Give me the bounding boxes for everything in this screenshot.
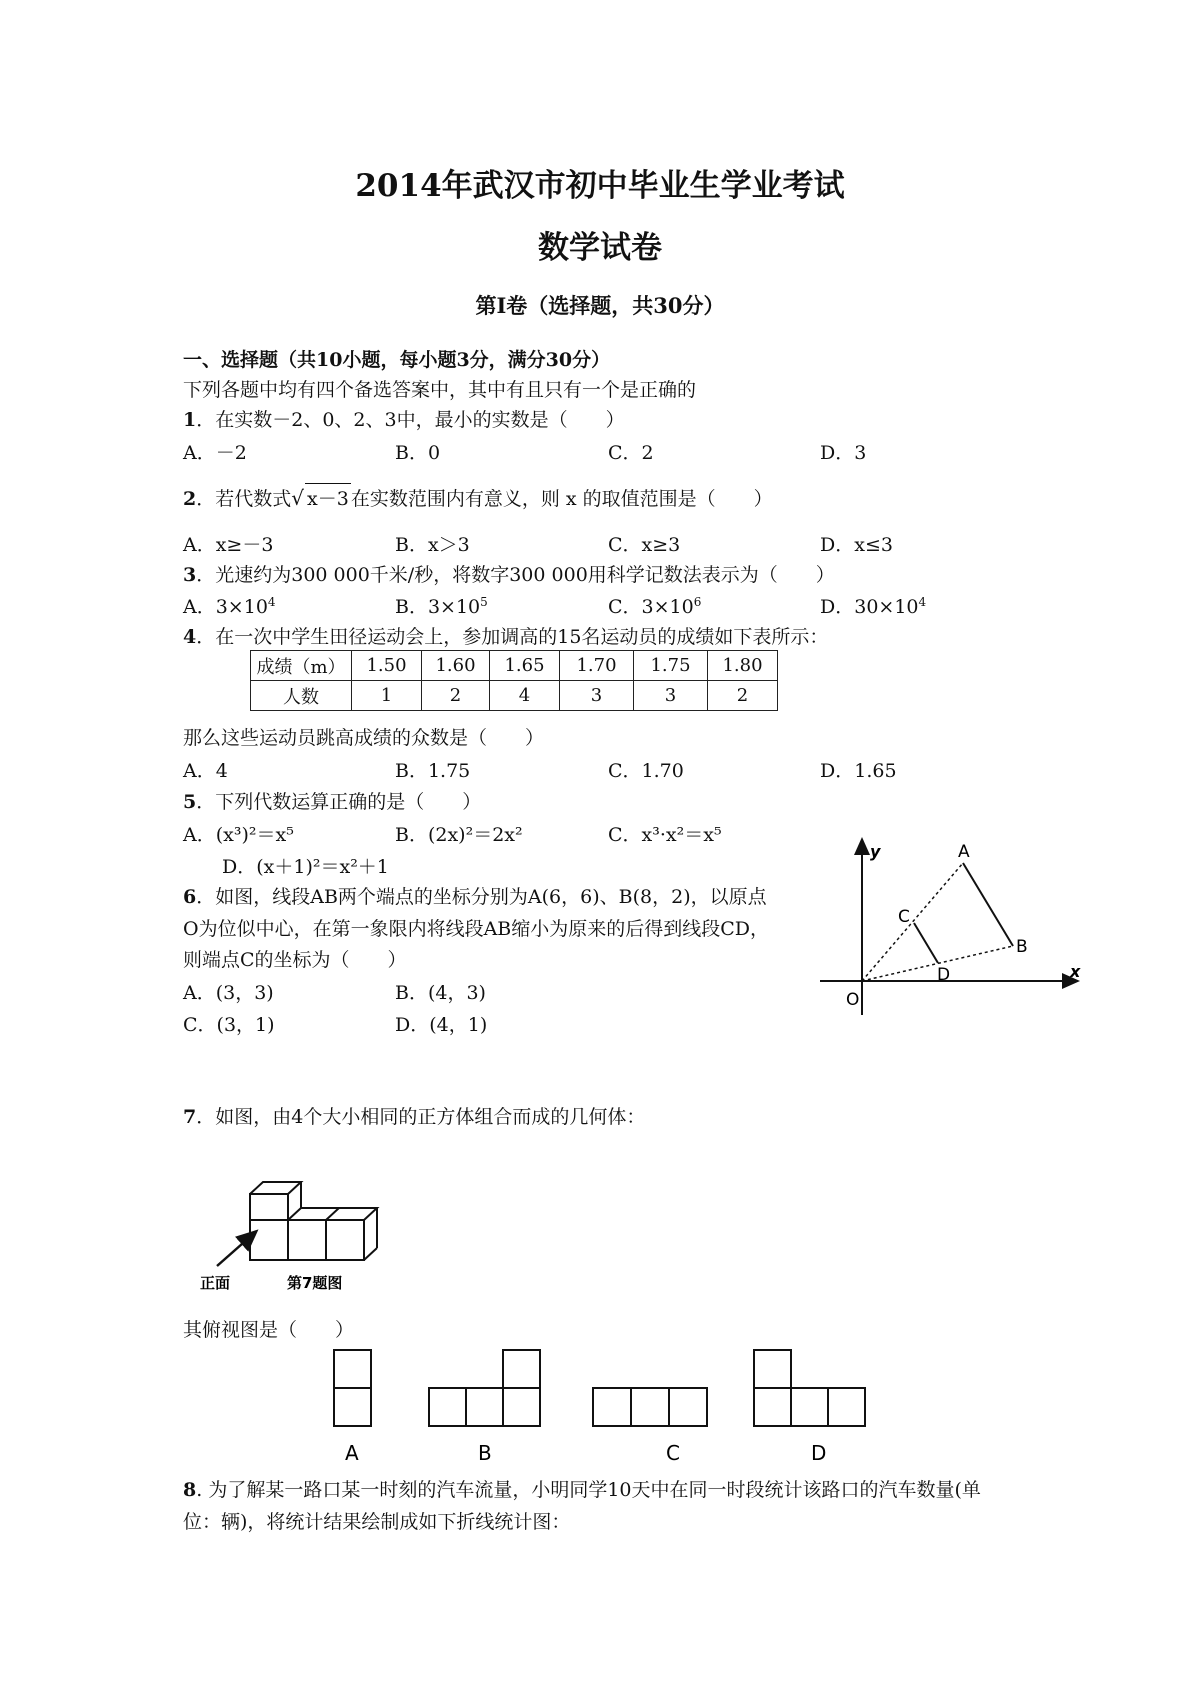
square-cell bbox=[828, 1388, 865, 1426]
q3-option-a: A．$3\times 10^4$ bbox=[183, 595, 276, 618]
question-number: 2 bbox=[183, 488, 197, 510]
y-axis-label: y bbox=[870, 842, 881, 861]
question-text: ．下列代数运算正确的是（ ） bbox=[196, 791, 482, 813]
q6-line-2: O为位似中心，在第一象限内将线段AB缩小为原来的后得到线段CD， bbox=[183, 918, 770, 940]
choice-label-c: C bbox=[666, 1441, 680, 1465]
table-cell: 1.75 bbox=[634, 651, 708, 681]
table-cell: 1 bbox=[352, 681, 422, 711]
question-5 bbox=[183, 787, 481, 814]
top-view-options bbox=[320, 1345, 900, 1465]
cube-top-face bbox=[250, 1182, 301, 1194]
question-1 bbox=[183, 405, 625, 432]
square-cell bbox=[503, 1388, 540, 1426]
question-number: 7 bbox=[183, 1106, 197, 1128]
table-row bbox=[251, 651, 778, 681]
question-2 bbox=[183, 483, 773, 511]
table-cell: 1.65 bbox=[490, 651, 560, 681]
cube-edge bbox=[364, 1248, 377, 1260]
choice-label-a: A bbox=[345, 1441, 359, 1465]
q4-question: 那么这些运动员跳高成绩的众数是（ ） bbox=[183, 727, 545, 749]
q2-option-d: D．x≤3 bbox=[820, 534, 893, 556]
point-d-label: D bbox=[937, 965, 951, 985]
question-4 bbox=[183, 622, 828, 649]
table-cell: 2 bbox=[708, 681, 778, 711]
q4-option-d: D．1.65 bbox=[820, 760, 897, 782]
q5-option-a: A．(x³)²＝x⁵ bbox=[183, 824, 294, 846]
segment-ab bbox=[963, 863, 1013, 946]
square-cell bbox=[334, 1388, 371, 1426]
question-text-prefix: ．若代数式 bbox=[196, 488, 292, 510]
section-heading: 一、选择题（共10小题，每小题3分，满分30分） bbox=[183, 349, 611, 371]
table-cell: 4 bbox=[490, 681, 560, 711]
q3-option-c: C．$3\times 10^6$ bbox=[608, 595, 702, 618]
exam-subtitle: 数学试卷 bbox=[538, 230, 662, 266]
exam-title: 2014年武汉市初中毕业生学业考试 bbox=[355, 168, 845, 204]
table-cell: 1.50 bbox=[352, 651, 422, 681]
cube-top-face bbox=[288, 1208, 339, 1220]
q3-option-b: B．$3\times 10^5$ bbox=[395, 595, 488, 618]
cube-front-face bbox=[250, 1194, 288, 1220]
q7-question: 其俯视图是（ ） bbox=[183, 1319, 355, 1341]
point-c-label: C bbox=[898, 907, 910, 927]
question-text: ．如图，线段AB两个端点的坐标分别为A(6，6)、B(8，2)，以原点 bbox=[196, 886, 767, 908]
cube-front-face bbox=[250, 1220, 288, 1260]
origin-label: O bbox=[846, 990, 860, 1010]
q3-option-d: D．$30\times 10^4$ bbox=[820, 595, 927, 618]
table-cell: 3 bbox=[560, 681, 634, 711]
q2-option-b: B．x＞3 bbox=[395, 534, 470, 556]
table-cell: 1.80 bbox=[708, 651, 778, 681]
question-text: ．在实数－2、0、2、3中，最小的实数是（ ） bbox=[196, 409, 625, 431]
q4-option-c: C．1.70 bbox=[608, 760, 684, 782]
x-axis-label: x bbox=[1070, 962, 1081, 981]
cube-top-face bbox=[339, 1208, 377, 1220]
cube-front-face bbox=[326, 1220, 364, 1260]
q5-option-d: D．(x＋1)²＝x²＋1 bbox=[222, 856, 389, 878]
table-header-cell: 人数 bbox=[251, 681, 352, 711]
coordinate-figure bbox=[810, 835, 1090, 1025]
q2-option-c: C．x≥3 bbox=[608, 534, 681, 556]
question-3 bbox=[183, 560, 835, 587]
q1-option-d: D．3 bbox=[820, 442, 867, 464]
q6-option-a: A．(3，3) bbox=[183, 982, 274, 1004]
front-label: 正面 bbox=[200, 1274, 231, 1292]
question-text: ．如图，由4个大小相同的正方体组合而成的几何体： bbox=[196, 1106, 646, 1128]
volume-heading: 第Ⅰ卷（选择题，共30分） bbox=[475, 293, 725, 318]
square-cell bbox=[334, 1350, 371, 1388]
q6-line-3: 则端点C的坐标为（ ） bbox=[183, 949, 407, 971]
table-header-cell: 成绩（m） bbox=[251, 651, 352, 681]
q2-option-a: A．x≥－3 bbox=[183, 534, 274, 556]
question-number: 4 bbox=[183, 626, 197, 648]
point-b-label: B bbox=[1016, 937, 1028, 957]
table-cell: 3 bbox=[634, 681, 708, 711]
question-8 bbox=[183, 1475, 981, 1502]
q1-option-c: C．2 bbox=[608, 442, 654, 464]
question-number: 1 bbox=[183, 409, 197, 431]
question-number: 5 bbox=[183, 791, 197, 813]
square-cell bbox=[791, 1388, 828, 1426]
square-cell bbox=[593, 1388, 631, 1426]
section-intro: 下列各题中均有四个备选答案中，其中有且只有一个是正确的 bbox=[183, 379, 697, 401]
point-a-label: A bbox=[958, 842, 970, 862]
q4-option-b: B．1.75 bbox=[395, 760, 471, 782]
segment-cd bbox=[914, 923, 938, 963]
question-text: . 为了解某一路口某一时刻的汽车流量，小明同学10天中在同一时段统计该路口的汽车数量(单 bbox=[196, 1479, 981, 1501]
figure-caption: 第7题图 bbox=[287, 1274, 343, 1292]
q1-option-a: A．－2 bbox=[183, 442, 247, 464]
q1-option-b: B．0 bbox=[395, 442, 441, 464]
square-cell bbox=[754, 1388, 791, 1426]
square-cell bbox=[754, 1350, 791, 1388]
square-cell bbox=[429, 1388, 466, 1426]
q8-line-2: 位：辆)，将统计结果绘制成如下折线统计图： bbox=[183, 1511, 571, 1533]
question-number: 8 bbox=[183, 1479, 197, 1501]
ray-oa bbox=[862, 863, 963, 981]
question-7 bbox=[183, 1102, 645, 1129]
q5-option-b: B．(2x)²＝2x² bbox=[395, 824, 523, 846]
question-text: ．光速约为300 000千米/秒，将数字300 000用科学记数法表示为（ ） bbox=[196, 564, 835, 586]
choice-label-d: D bbox=[811, 1441, 827, 1465]
q6-option-c: C．(3，1) bbox=[183, 1014, 275, 1036]
square-cell bbox=[669, 1388, 707, 1426]
q6-option-b: B．(4，3) bbox=[395, 982, 486, 1004]
radicand: x－3 bbox=[305, 483, 351, 511]
q6-option-d: D．(4，1) bbox=[395, 1014, 488, 1036]
cube-solid-figure bbox=[195, 1178, 405, 1293]
square-cell bbox=[631, 1388, 669, 1426]
question-text-suffix: 在实数范围内有意义，则 x 的取值范围是（ ） bbox=[350, 488, 773, 510]
cube-front-face bbox=[288, 1220, 326, 1260]
choice-label-b: B bbox=[478, 1441, 492, 1465]
score-table bbox=[250, 650, 778, 711]
front-arrow bbox=[217, 1236, 251, 1266]
question-number: 3 bbox=[183, 564, 197, 586]
table-cell: 1.70 bbox=[560, 651, 634, 681]
square-cell bbox=[466, 1388, 503, 1426]
q4-option-a: A．4 bbox=[183, 760, 228, 782]
square-cell bbox=[503, 1350, 540, 1388]
table-cell: 2 bbox=[422, 681, 490, 711]
question-6 bbox=[183, 882, 767, 909]
table-row bbox=[251, 681, 778, 711]
table-cell: 1.60 bbox=[422, 651, 490, 681]
q5-option-c: C．x³·x²＝x⁵ bbox=[608, 824, 722, 846]
radical-sign: √ bbox=[291, 486, 304, 510]
question-text: ．在一次中学生田径运动会上，参加调高的15名运动员的成绩如下表所示： bbox=[196, 626, 829, 648]
question-number: 6 bbox=[183, 886, 197, 908]
